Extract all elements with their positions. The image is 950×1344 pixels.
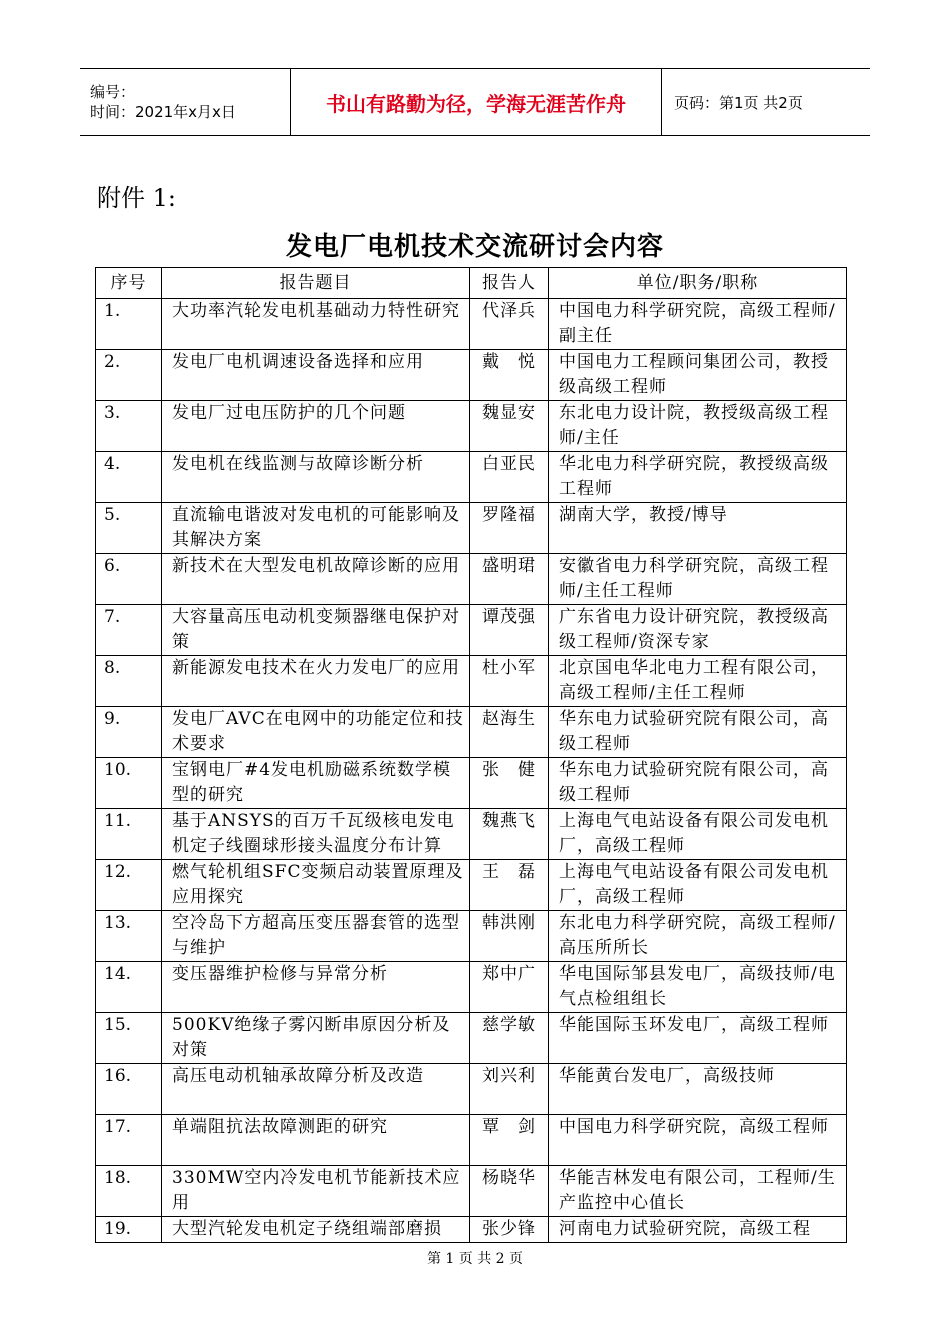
cell-unit: 华东电力试验研究院有限公司，高级工程师 [549,758,847,809]
cell-reporter: 魏燕飞 [470,809,549,860]
table-row [96,1217,847,1243]
table-row [96,1166,847,1217]
cell-no: 17. [96,1115,162,1166]
table-row [96,299,847,350]
cell-no: 7. [96,605,162,656]
cell-no: 8. [96,656,162,707]
cell-unit: 中国电力科学研究院，高级工程师 [549,1115,847,1166]
cell-reporter: 赵海生 [470,707,549,758]
col-header-reporter: 报告人 [470,268,549,299]
cell-no: 15. [96,1013,162,1064]
cell-no: 14. [96,962,162,1013]
table-row [96,605,847,656]
page-header [80,68,870,136]
agenda-table [95,267,847,1243]
cell-unit: 中国电力工程顾问集团公司，教授级高级工程师 [549,350,847,401]
cell-topic: 直流输电谐波对发电机的可能影响及其解决方案 [162,503,470,554]
cell-no: 5. [96,503,162,554]
cell-reporter: 郑中广 [470,962,549,1013]
cell-topic: 发电厂过电压防护的几个问题 [162,401,470,452]
cell-no: 18. [96,1166,162,1217]
cell-topic: 大型汽轮发电机定子绕组端部磨损 [162,1217,470,1243]
cell-reporter: 王 磊 [470,860,549,911]
cell-no: 16. [96,1064,162,1115]
cell-unit: 华能吉林发电有限公司，工程师/生产监控中心值长 [549,1166,847,1217]
table-row [96,452,847,503]
table-row [96,554,847,605]
table-row [96,1115,847,1166]
cell-reporter: 罗隆福 [470,503,549,554]
cell-topic: 发电厂AVC在电网中的功能定位和技术要求 [162,707,470,758]
cell-reporter: 张 健 [470,758,549,809]
cell-no: 4. [96,452,162,503]
cell-reporter: 盛明珺 [470,554,549,605]
table-row [96,401,847,452]
cell-topic: 变压器维护检修与异常分析 [162,962,470,1013]
cell-topic: 大功率汽轮发电机基础动力特性研究 [162,299,470,350]
cell-topic: 大容量高压电动机变频器继电保护对策 [162,605,470,656]
table-row [96,656,847,707]
cell-unit: 华电国际邹县发电厂，高级技师/电气点检组组长 [549,962,847,1013]
cell-topic: 发电厂电机调速设备选择和应用 [162,350,470,401]
cell-unit: 中国电力科学研究院，高级工程师/副主任 [549,299,847,350]
cell-unit: 东北电力科学研究院，高级工程师/高压所所长 [549,911,847,962]
cell-no: 11. [96,809,162,860]
cell-topic: 发电机在线监测与故障诊断分析 [162,452,470,503]
cell-topic: 燃气轮机组SFC变频启动装置原理及应用探究 [162,860,470,911]
cell-no: 3. [96,401,162,452]
cell-reporter: 谭茂强 [470,605,549,656]
cell-no: 12. [96,860,162,911]
cell-reporter: 戴 悦 [470,350,549,401]
cell-reporter: 慈学敏 [470,1013,549,1064]
table-row [96,758,847,809]
cell-topic: 高压电动机轴承故障分析及改造 [162,1064,470,1115]
col-header-unit: 单位/职务/职称 [549,268,847,299]
cell-unit: 北京国电华北电力工程有限公司，高级工程师/主任工程师 [549,656,847,707]
cell-no: 2. [96,350,162,401]
table-row [96,911,847,962]
cell-unit: 华北电力科学研究院，教授级高级工程师 [549,452,847,503]
cell-unit: 河南电力试验研究院，高级工程 [549,1217,847,1243]
cell-topic: 单端阻抗法故障测距的研究 [162,1115,470,1166]
cell-topic: 330MW空内冷发电机节能新技术应用 [162,1166,470,1217]
table-row [96,962,847,1013]
cell-reporter: 代泽兵 [470,299,549,350]
cell-no: 1. [96,299,162,350]
cell-topic: 新能源发电技术在火力发电厂的应用 [162,656,470,707]
col-header-topic: 报告题目 [162,268,470,299]
cell-no: 19. [96,1217,162,1243]
cell-unit: 东北电力设计院，教授级高级工程师/主任 [549,401,847,452]
cell-reporter: 白亚民 [470,452,549,503]
cell-no: 10. [96,758,162,809]
table-row [96,503,847,554]
table-body [96,299,847,1243]
header-time-label: 时间：2021年x月x日 [90,103,236,121]
cell-unit: 安徽省电力科学研究院，高级工程师/主任工程师 [549,554,847,605]
cell-reporter: 魏显安 [470,401,549,452]
col-header-no: 序号 [96,268,162,299]
cell-reporter: 张少锋 [470,1217,549,1243]
attachment-label: 附件 1: [97,184,176,212]
cell-reporter: 韩洪刚 [470,911,549,962]
table-row [96,860,847,911]
table-header-row [96,268,847,299]
cell-reporter: 覃 剑 [470,1115,549,1166]
header-code-label: 编号： [90,83,136,101]
cell-topic: 新技术在大型发电机故障诊断的应用 [162,554,470,605]
cell-unit: 华能黄台发电厂，高级技师 [549,1064,847,1115]
table-row [96,707,847,758]
cell-reporter: 杨晓华 [470,1166,549,1217]
table-row [96,1064,847,1115]
cell-topic: 宝钢电厂#4发电机励磁系统数学模型的研究 [162,758,470,809]
document-title: 发电厂电机技术交流研讨会内容 [285,232,664,262]
cell-reporter: 杜小军 [470,656,549,707]
cell-no: 13. [96,911,162,962]
cell-unit: 广东省电力设计研究院，教授级高级工程师/资深专家 [549,605,847,656]
cell-unit: 上海电气电站设备有限公司发电机厂，高级工程师 [549,860,847,911]
table-row [96,350,847,401]
cell-unit: 上海电气电站设备有限公司发电机厂，高级工程师 [549,809,847,860]
cell-topic: 500KV绝缘子雾闪断串原因分析及对策 [162,1013,470,1064]
cell-no: 9. [96,707,162,758]
header-page-label: 页码：第1页 共2页 [662,69,871,136]
cell-unit: 华东电力试验研究院有限公司，高级工程师 [549,707,847,758]
cell-topic: 空冷岛下方超高压变压器套管的选型与维护 [162,911,470,962]
cell-unit: 华能国际玉环发电厂，高级工程师 [549,1013,847,1064]
cell-no: 6. [96,554,162,605]
cell-reporter: 刘兴利 [470,1064,549,1115]
cell-topic: 基于ANSYS的百万千瓦级核电发电机定子线圈球形接头温度分布计算 [162,809,470,860]
header-motto: 书山有路勤为径，学海无涯苦作舟 [291,69,662,136]
table-row [96,1013,847,1064]
cell-unit: 湖南大学，教授/博导 [549,503,847,554]
table-row [96,809,847,860]
header-meta [80,69,291,136]
page-footer: 第 1 页 共 2 页 [426,1251,524,1267]
